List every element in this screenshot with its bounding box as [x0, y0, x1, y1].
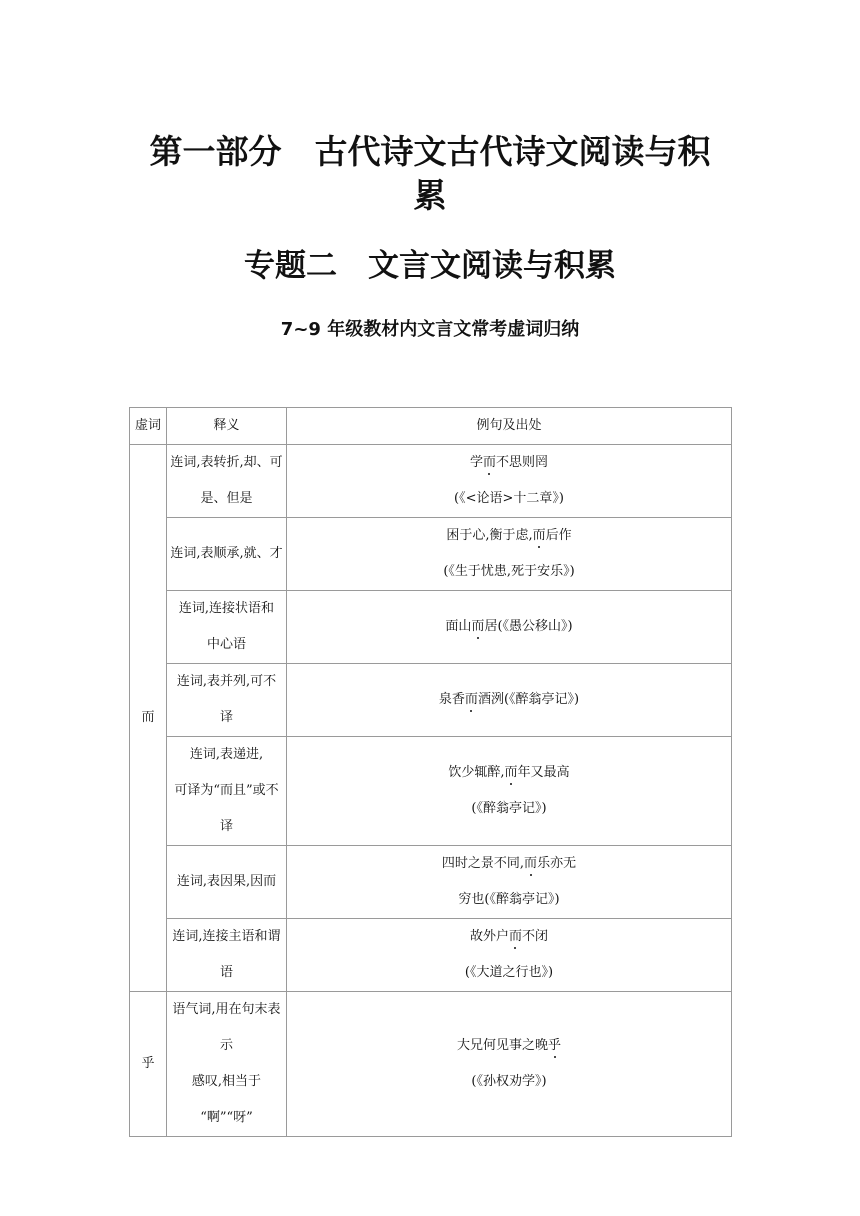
- example-sentence: [289, 518, 729, 554]
- example-text: 学: [469, 455, 483, 470]
- meaning-cell: [167, 919, 287, 992]
- table-row: [130, 445, 732, 518]
- meaning-cell: [167, 591, 287, 664]
- document-title-line-2: 累: [413, 176, 447, 215]
- meaning-cell: [167, 445, 287, 518]
- word-cell: 而: [130, 445, 167, 992]
- document-title-line-1: 第一部分 古代诗文古代诗文阅读与积: [149, 132, 711, 171]
- example-cell: [287, 445, 732, 518]
- meaning-cell: [167, 992, 287, 1137]
- meaning-line: 语: [219, 965, 233, 980]
- function-words-table: [129, 407, 732, 1137]
- table-row: [130, 518, 732, 591]
- emphasized-word: 而: [533, 518, 546, 554]
- meaning-cell: [167, 664, 287, 737]
- example-sentence: [289, 445, 729, 481]
- table-row: [130, 591, 732, 664]
- example-source: (《醉翁亭记》): [471, 801, 547, 816]
- emphasized-word: 而: [509, 919, 522, 955]
- example-cell: [287, 591, 732, 664]
- example-text: 四时之景不同,: [441, 856, 525, 871]
- example-source: (《大道之行也》): [464, 965, 554, 980]
- example-sentence: [289, 1028, 729, 1064]
- meaning-line: 连词,表转折,却、可: [170, 455, 283, 470]
- word-cell: 乎: [130, 992, 167, 1137]
- example-source: 穷也(《醉翁亭记》): [458, 892, 560, 907]
- table-heading: 7~9 年级教材内文言文常考虚词归纳: [280, 319, 580, 340]
- meaning-cell: [167, 846, 287, 919]
- example-text: 不闭: [522, 929, 549, 944]
- example-text: 饮少辄醉,: [448, 765, 505, 780]
- meaning-line: 可译为“而且”或不: [174, 783, 279, 798]
- example-source: (《孙权劝学》): [471, 1074, 547, 1089]
- example-sentence: [289, 919, 729, 955]
- example-text: 乐亦无: [537, 856, 577, 871]
- example-text: 居(《愚公移山》): [484, 619, 573, 634]
- example-text: 年又最高: [517, 765, 570, 780]
- example-text: 大兄何见事之晚: [456, 1038, 548, 1053]
- example-cell: [287, 992, 732, 1137]
- meaning-line: “啊”“呀”: [200, 1110, 253, 1125]
- document-title: [0, 130, 860, 218]
- meaning-cell: [167, 518, 287, 591]
- example-source: (《生于忧患,死于安乐》): [443, 564, 575, 579]
- example-source: (《<论语>十二章》): [454, 491, 564, 506]
- meaning-line: 连词,连接主语和谓: [172, 929, 281, 944]
- table-row: [130, 919, 732, 992]
- example-cell: [287, 664, 732, 737]
- example-cell: [287, 737, 732, 846]
- meaning-line: 连词,表并列,可不: [176, 674, 277, 689]
- meaning-line: 连词,连接状语和: [178, 601, 275, 616]
- meaning-line: 译: [219, 819, 233, 834]
- meaning-line: 译: [219, 710, 233, 725]
- table-row: [130, 846, 732, 919]
- table-row: [130, 992, 732, 1137]
- example-cell: [287, 846, 732, 919]
- meaning-line: 连词,表递进,: [189, 747, 264, 762]
- example-text: 后作: [545, 528, 572, 543]
- example-sentence: [289, 682, 729, 718]
- example-cell: [287, 518, 732, 591]
- example-text: 故外户: [469, 929, 509, 944]
- meaning-line: 是、但是: [200, 491, 253, 506]
- emphasized-word: 而: [505, 755, 518, 791]
- example-text: 困于心,衡于虑,: [446, 528, 533, 543]
- header-word: 虚词: [130, 408, 167, 445]
- table-row: [130, 664, 732, 737]
- example-text: 不思则罔: [496, 455, 549, 470]
- example-sentence: [289, 755, 729, 791]
- emphasized-word: 乎: [548, 1028, 561, 1064]
- section-title: 专题二 文言文阅读与积累: [244, 248, 616, 284]
- example-sentence: [289, 846, 729, 882]
- meaning-line: 连词,表顺承,就、才: [170, 546, 283, 561]
- example-sentence: [289, 609, 729, 645]
- meaning-line: 中心语: [206, 637, 246, 652]
- meaning-cell: [167, 737, 287, 846]
- example-text: 泉香: [438, 692, 465, 707]
- example-cell: [287, 919, 732, 992]
- table-header-row: [130, 408, 732, 445]
- header-example: 例句及出处: [287, 408, 732, 445]
- meaning-line: 连词,表因果,因而: [176, 874, 277, 889]
- meaning-line: 感叹,相当于: [191, 1074, 262, 1089]
- table-row: [130, 737, 732, 846]
- emphasized-word: 而: [524, 846, 537, 882]
- meaning-line: 示: [219, 1038, 233, 1053]
- emphasized-word: 而: [483, 445, 496, 481]
- emphasized-word: 而: [465, 682, 478, 718]
- example-text: 酒洌(《醉翁亭记》): [477, 692, 580, 707]
- header-meaning: 释义: [167, 408, 287, 445]
- emphasized-word: 而: [471, 609, 484, 645]
- meaning-line: 语气词,用在句末表: [172, 1002, 281, 1017]
- example-text: 面山: [445, 619, 472, 634]
